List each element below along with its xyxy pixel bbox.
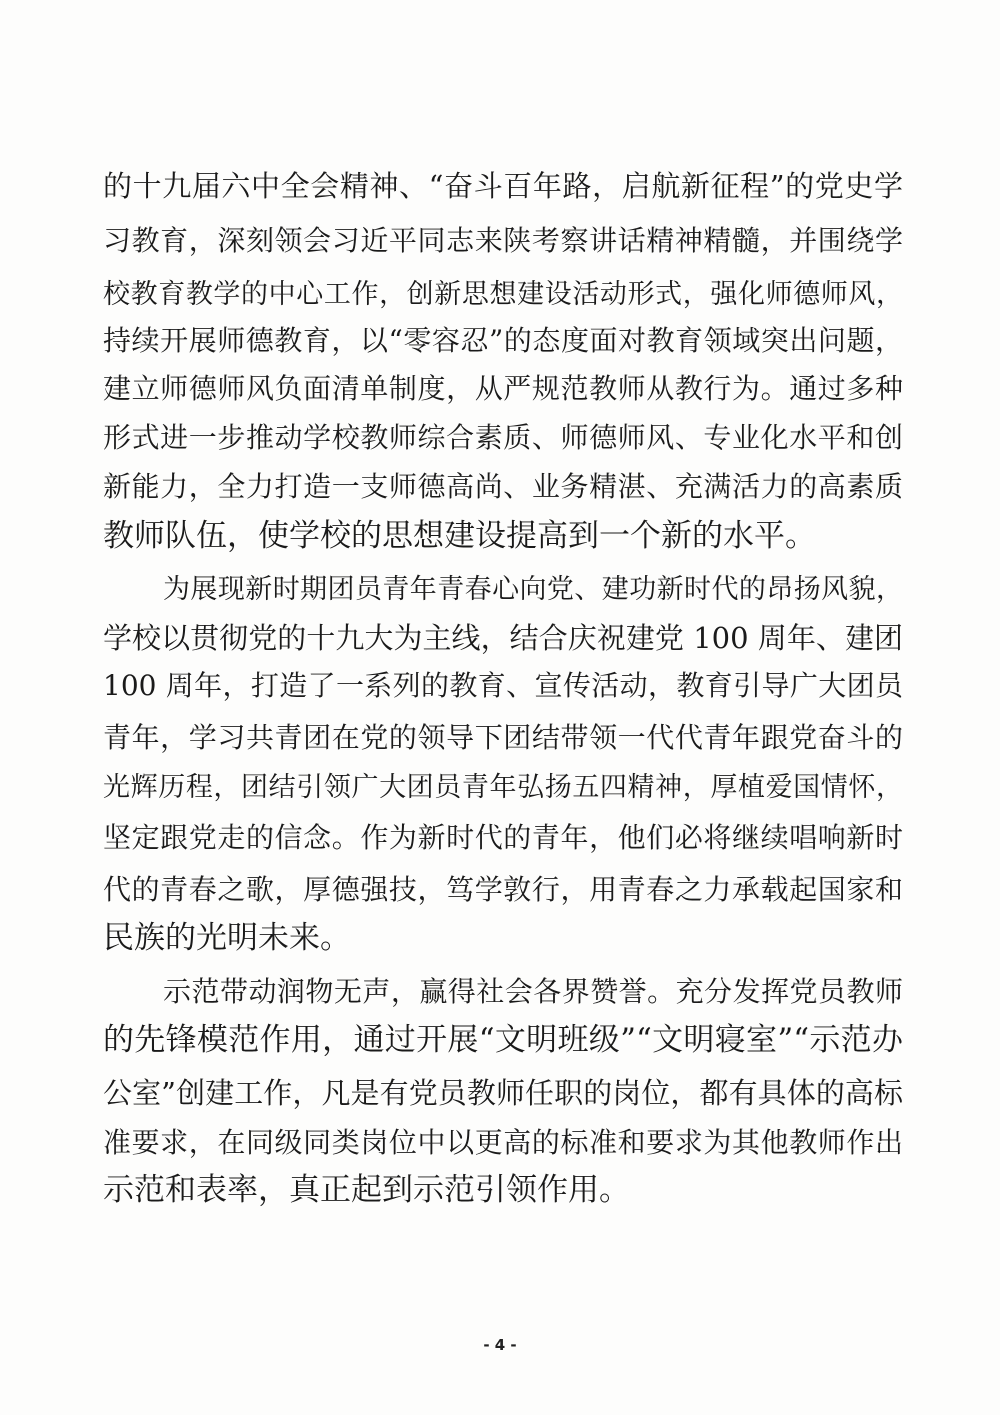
paragraph-line: 校教育教学的中心工作，创新思想建设活动形式，强化师德师风， [103, 279, 903, 310]
paragraph-line: 公室”创建工作，凡是有党员教师任职的岗位，都有具体的高标 [103, 1076, 903, 1110]
paragraph-line: 习教育，深刻领会习近平同志来陕考察讲话精神精髓，并围绕学 [103, 224, 903, 257]
paragraph-line: 教师队伍，使学校的思想建设提高到一个新的水平。 [103, 518, 816, 554]
paragraph-line: 代的青春之歌，厚德强技，笃学敦行，用青春之力承载起国家和 [103, 873, 903, 906]
paragraph-line: 坚定跟党走的信念。作为新时代的青年，他们必将继续唱响新时 [103, 821, 903, 854]
paragraph-line: 准要求，在同级同类岗位中以更高的标准和要求为其他教师作出 [103, 1126, 903, 1159]
paragraph-line: 民族的光明未来。 [103, 920, 351, 956]
paragraph-line: 建立师德师风负面清单制度，从严规范教师从教行为。通过多种 [103, 372, 903, 405]
paragraph-line: 的先锋模范作用，通过开展“文明班级”“文明寝室”“示范办 [103, 1022, 903, 1058]
paragraph-line: 持续开展师德教育，以“零容忍”的态度面对教育领域突出问题， [103, 324, 903, 357]
paragraph-line: 示范和表率，真正起到示范引领作用。 [103, 1172, 630, 1208]
paragraph-line: 学校以贯彻党的十九大为主线，结合庆祝建党 100 周年、建团 [103, 621, 903, 655]
paragraph-line: 新能力，全力打造一支师德高尚、业务精湛、充满活力的高素质 [103, 470, 903, 503]
paragraph-line: 的十九届六中全会精神、“奋斗百年路，启航新征程”的党史学 [103, 169, 903, 203]
page-number: - 4 - [483, 1336, 517, 1354]
paragraph-line: 为展现新时期团员青年青春心向党、建功新时代的昂扬风貌， [163, 574, 903, 605]
paragraph-line: 光辉历程，团结引领广大团员青年弘扬五四精神，厚植爱国情怀， [103, 772, 903, 803]
paragraph-line: 形式进一步推动学校教师综合素质、师德师风、专业化水平和创 [103, 421, 903, 454]
paragraph-line: 青年，学习共青团在党的领导下团结带领一代代青年跟党奋斗的 [103, 721, 903, 754]
paragraph-line: 100 周年，打造了一系列的教育、宣传活动，教育引导广大团员 [103, 669, 903, 702]
paragraph-line: 示范带动润物无声，赢得社会各界赞誉。充分发挥党员教师 [163, 975, 903, 1008]
